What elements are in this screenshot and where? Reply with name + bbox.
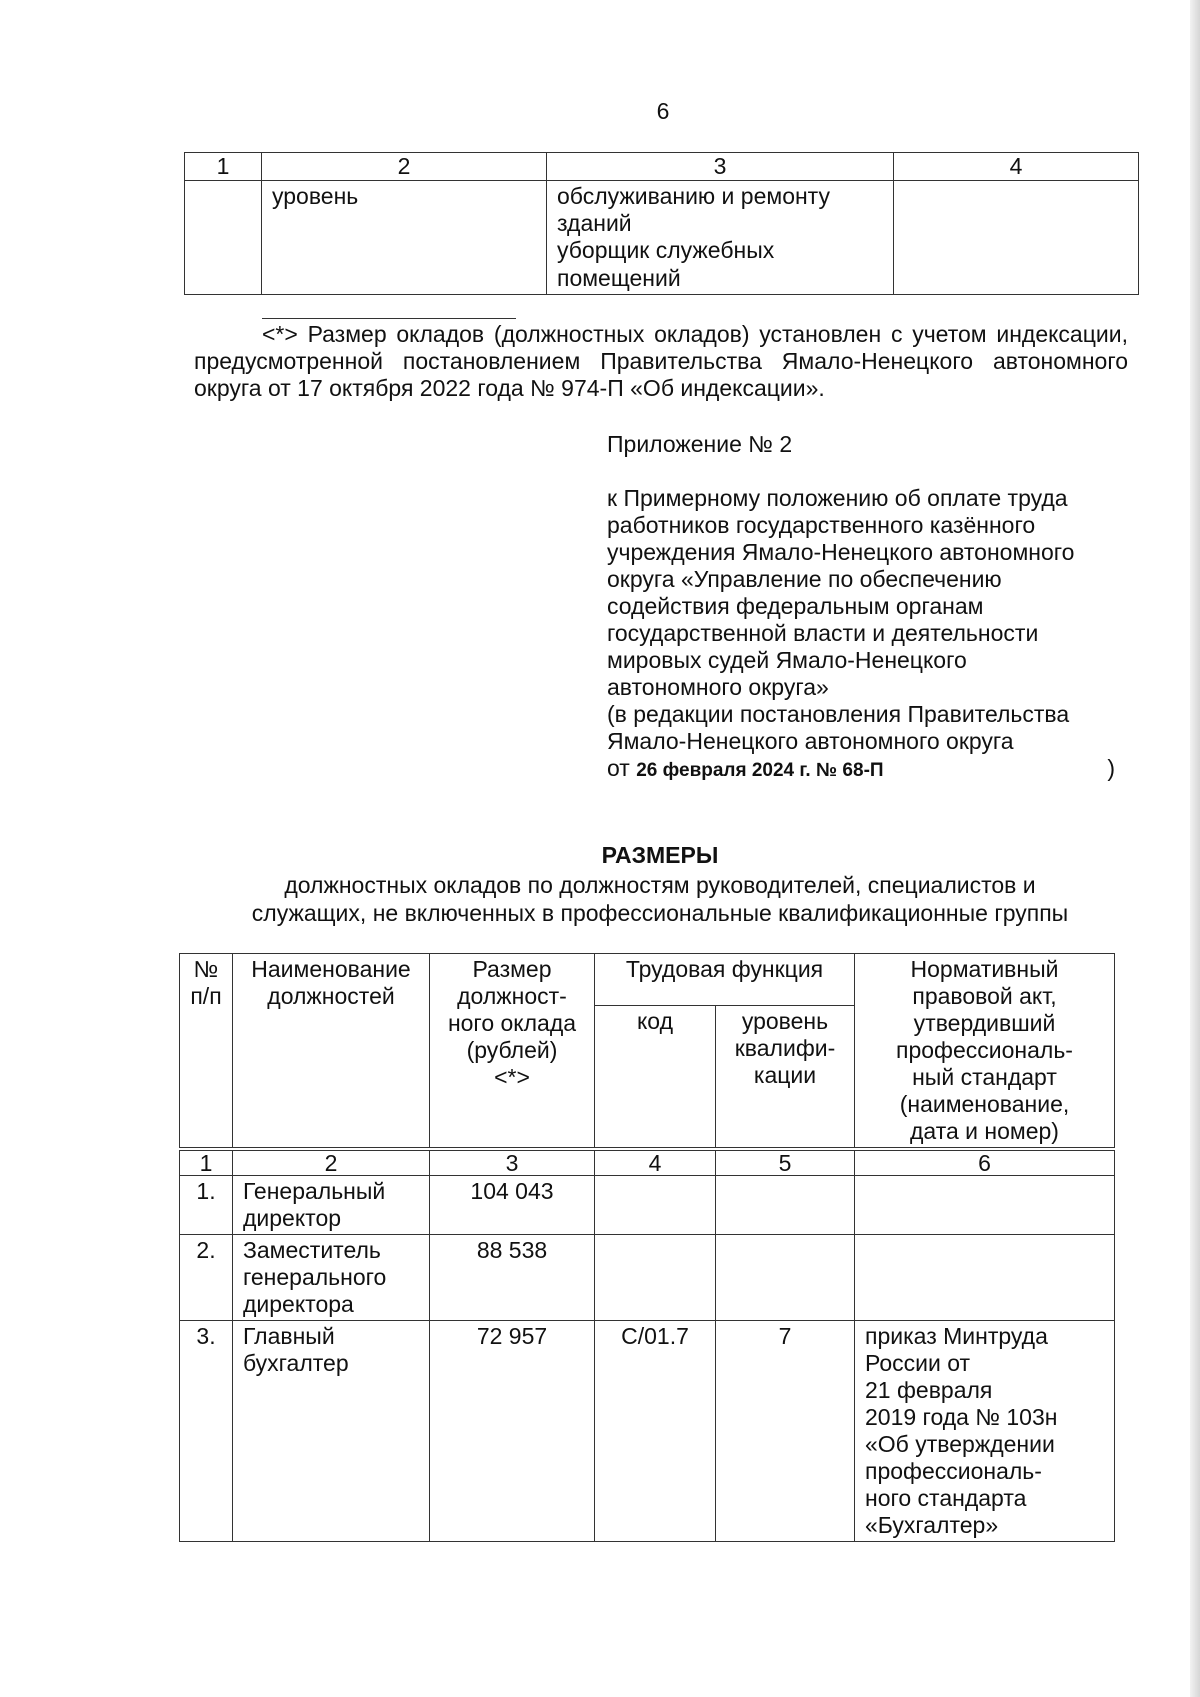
row-level: 7: [716, 1321, 855, 1542]
column-index: 2: [233, 1149, 430, 1176]
header-labor-function: Трудовая функция: [595, 954, 855, 1006]
row-salary: 72 957: [430, 1321, 595, 1542]
appendix-line: округа «Управление по обеспечению: [607, 566, 1002, 592]
header-line: (наименование,: [899, 1091, 1070, 1117]
continuation-table: [184, 152, 1139, 295]
header-num: № п/п: [180, 954, 233, 1150]
header-line: уровень: [741, 1008, 829, 1035]
appendix-line: государственной власти и деятельности: [607, 620, 1039, 646]
continuation-row: [185, 181, 1139, 295]
appendix-line: мировых судей Ямало-Ненецкого: [607, 647, 967, 673]
footnote-separator: [262, 318, 516, 319]
position-line: генерального: [243, 1264, 387, 1290]
act-line: 2019 года № 103н: [865, 1404, 1058, 1430]
row-salary: 104 043: [430, 1176, 595, 1235]
act-line: ного стандарта: [865, 1485, 1027, 1511]
appendix-title: Приложение № 2: [607, 431, 793, 457]
document-subtitle: [0, 871, 1200, 927]
position-line: Заместитель: [243, 1237, 381, 1263]
row-level: [716, 1176, 855, 1235]
column-index-row: [180, 1149, 1115, 1176]
subtitle-line: должностных окладов по должностям руководителей, специалистов и: [284, 872, 1036, 898]
header-line: (рублей): [466, 1037, 558, 1063]
header-line: утвердивший: [913, 1010, 1056, 1036]
column-index: 6: [855, 1149, 1115, 1176]
position-line: директора: [243, 1291, 354, 1317]
continuation-header-cell: 1: [185, 153, 262, 181]
table-row: [180, 1235, 1115, 1321]
row-num: 1.: [180, 1176, 233, 1235]
footnote: <*> Размер окладов (должностных окладов) установлен с учетом индексации, предусмотренной постановлением Правительства Ямало-Ненецкого автономного округа от 17 октября 2022 года № 974-П «Об индексации».: [194, 321, 1128, 401]
document-title: РАЗМЕРЫ: [601, 842, 719, 868]
appendix-line: учреждения Ямало-Ненецкого автономного: [607, 539, 1075, 565]
row-act: [855, 1176, 1115, 1235]
act-line: «Об утверждении: [865, 1431, 1055, 1457]
header-salary: [430, 954, 595, 1150]
cell-line: уборщик служебных: [557, 237, 775, 264]
continuation-cell-3: [547, 181, 894, 295]
cell-line: обслуживанию и ремонту: [557, 183, 830, 210]
column-index: 5: [716, 1149, 855, 1176]
row-position: [233, 1321, 430, 1542]
header-line: правовой акт,: [912, 983, 1057, 1009]
continuation-cell-2: уровень: [262, 181, 547, 295]
page-number: 6: [656, 98, 670, 124]
header-line: должност-: [457, 983, 567, 1009]
row-position: [233, 1176, 430, 1235]
position-line: директор: [243, 1205, 342, 1231]
appendix-line: автономного округа»: [607, 674, 829, 700]
salary-table: [179, 953, 1115, 1542]
row-salary: 88 538: [430, 1235, 595, 1321]
continuation-header-row: [185, 153, 1139, 181]
row-code: C/01.7: [595, 1321, 716, 1542]
closing-parenthesis: ): [1107, 755, 1115, 781]
appendix-line: к Примерному положению об оплате труда: [607, 485, 1068, 511]
act-line: приказ Минтруда: [865, 1323, 1048, 1349]
appendix-date-line: [607, 755, 1127, 784]
act-line: «Бухгалтер»: [865, 1512, 999, 1538]
resolution-date-number: 26 февраля 2024 г. № 68-П: [636, 760, 884, 781]
table-row: [180, 1321, 1115, 1542]
row-position: [233, 1235, 430, 1321]
column-index: 1: [180, 1149, 233, 1176]
subtitle-line: служащих, не включенных в профессиональные квалификационные группы: [251, 900, 1069, 926]
header-name: Наименование должностей: [233, 954, 430, 1150]
row-code: [595, 1235, 716, 1321]
appendix-line: (в редакции постановления Правительства: [607, 701, 1070, 727]
continuation-cell-4: [894, 181, 1139, 295]
date-prefix: от: [607, 755, 630, 781]
position-line: Главный: [243, 1323, 335, 1349]
continuation-cell-1: [185, 181, 262, 295]
header-code: код: [595, 1006, 716, 1149]
header-line: ного оклада: [447, 1010, 577, 1036]
continuation-header-cell: 3: [547, 153, 894, 181]
row-act: [855, 1235, 1115, 1321]
appendix-block: [607, 431, 1127, 784]
row-num: 3.: [180, 1321, 233, 1542]
column-index: 4: [595, 1149, 716, 1176]
appendix-line: содействия федеральным органам: [607, 593, 984, 619]
header-act: [855, 954, 1115, 1150]
table-row: [180, 1176, 1115, 1235]
header-line: Размер: [472, 956, 552, 982]
header-line: профессиональ-: [896, 1037, 1073, 1063]
header-line: ный стандарт: [912, 1064, 1057, 1090]
cell-line: помещений: [557, 264, 681, 291]
act-line: России от: [865, 1350, 971, 1376]
row-num: 2.: [180, 1235, 233, 1321]
row-act: [855, 1321, 1115, 1542]
continuation-header-cell: 4: [894, 153, 1139, 181]
position-line: Генеральный: [243, 1178, 386, 1204]
act-line: 21 февраля: [865, 1377, 993, 1403]
appendix-line: работников государственного казённого: [607, 512, 1036, 538]
row-level: [716, 1235, 855, 1321]
header-level: [716, 1006, 855, 1149]
cell-line: зданий: [557, 210, 632, 237]
header-line: <*>: [494, 1064, 530, 1090]
header-line: кации: [753, 1062, 817, 1089]
appendix-line: Ямало-Ненецкого автономного округа: [607, 728, 1014, 754]
row-code: [595, 1176, 716, 1235]
salary-header-row: [180, 954, 1115, 1006]
act-line: профессиональ-: [865, 1458, 1042, 1484]
position-line: бухгалтер: [243, 1350, 349, 1376]
column-index: 3: [430, 1149, 595, 1176]
header-line: Нормативный: [910, 956, 1059, 982]
header-line: дата и номер): [910, 1118, 1059, 1144]
header-line: квалифи-: [734, 1035, 836, 1062]
continuation-header-cell: 2: [262, 153, 547, 181]
